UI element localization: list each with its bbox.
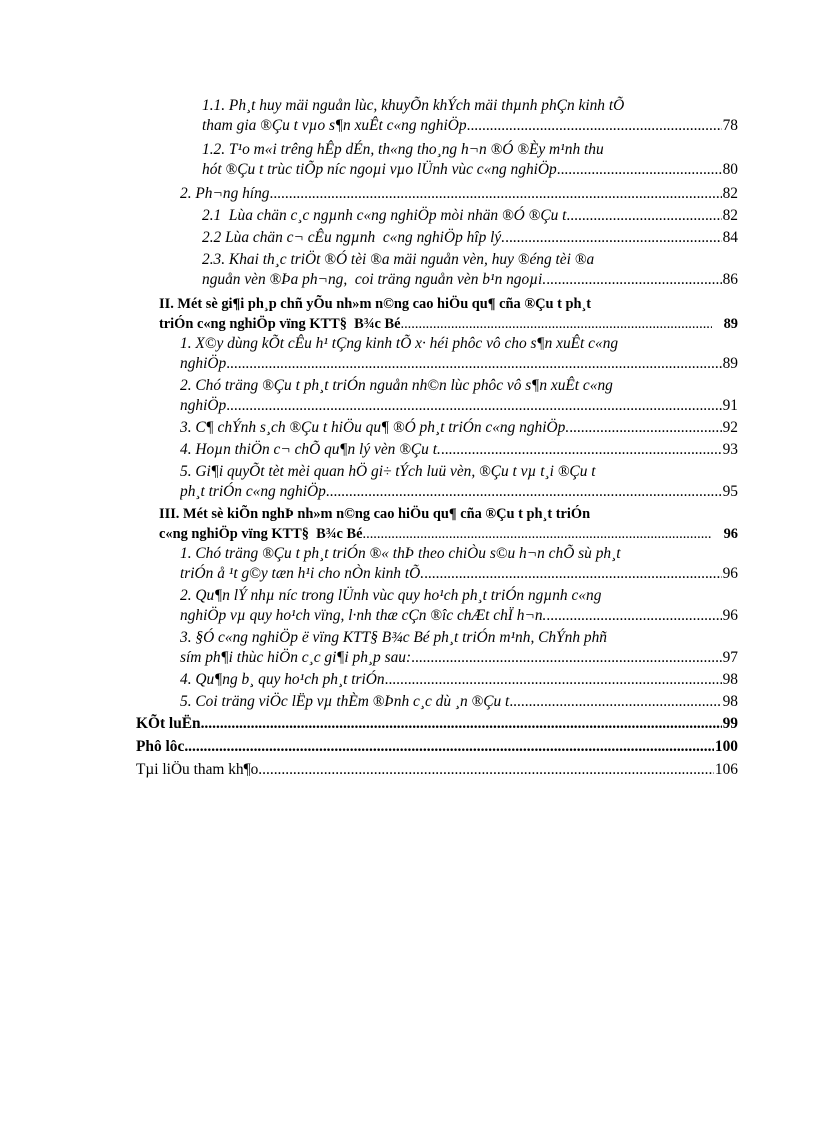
toc-entry-text-cont: tham gia ®Çu t vµo s¶n xuÊt c«ng nghiÖp <box>202 117 467 134</box>
toc-page-number: 98 <box>722 693 738 710</box>
toc-leader-dots <box>569 418 721 438</box>
toc-entry-text: 3. C¶ chÝnh s¸ch ®Çu t hiÖu qu¶ ®Ó ph¸t triÓn c«ng nghiÖp. <box>180 419 570 436</box>
toc-leader-dots <box>326 482 722 502</box>
toc-entry-text-cont: nguån vèn ®Þa ph¬ng, coi träng nguån vèn b¹n ngoµi. <box>202 271 547 288</box>
toc-entry-iii-2 <box>180 586 738 626</box>
toc-entry-text: 2. Ph¬ng híng <box>180 185 270 202</box>
toc-entry-iii-4 <box>180 670 738 690</box>
toc-page-number: 78 <box>722 117 738 134</box>
toc-leader-dots <box>509 692 721 712</box>
toc-entry-text-cont: triÓn c«ng nghiÖp vïng KTT§ B¾c Bé <box>159 316 401 332</box>
toc-entry-text-cont: nghiÖp <box>180 355 227 372</box>
toc-page-number: 89 <box>722 355 738 372</box>
toc-page-number: 82 <box>722 185 738 202</box>
toc-entry-text: 5. Gi¶i quyÕt tèt mèi quan hÖ gi÷ tÝch luü vèn, ®Çu t vµ t¸i ®Çu t <box>180 463 596 480</box>
toc-entry-ii-5 <box>180 462 738 502</box>
toc-entry-ii-2 <box>180 376 738 416</box>
toc-leader-dots <box>411 648 722 668</box>
toc-conclusion <box>136 714 738 734</box>
toc-entry-text: 2.1 Lùa chän c¸c ngµnh c«ng nghiÖp mòi nhän ®Ó ®Çu t <box>202 207 567 224</box>
toc-entry-text: 1.2. T¹o m«i trêng hÊp dÉn, th«ng tho¸ng h¬n ®Ó ®Èy m¹nh thu <box>202 141 604 158</box>
toc-entry-text: 2.2 Lùa chän c¬ cÊu ngµnh c«ng nghiÖp hîp lý. <box>202 229 506 246</box>
toc-appendix <box>136 737 738 757</box>
toc-entry-text: 2. Chó träng ®Çu t ph¸t triÓn nguån nh©n lùc phôc vô s¶n xuÊt c«ng <box>180 377 613 394</box>
toc-entry-text-cont: nghiÖp <box>180 397 227 414</box>
toc-entry-1-2 <box>202 140 738 180</box>
toc-leader-dots <box>424 564 722 584</box>
toc-entry-iii-3 <box>180 628 738 668</box>
toc-entry-text-cont: c«ng nghiÖp vïng KTT§ B¾c Bé <box>159 526 363 542</box>
toc-section-ii <box>159 294 738 334</box>
toc-entry-2-1 <box>202 206 738 226</box>
toc-leader-dots <box>546 270 721 290</box>
toc-leader-dots <box>557 160 722 180</box>
toc-page-number: 96 <box>722 607 738 624</box>
toc-entry-text: 4. Qu¶ng b¸ quy ho¹ch ph¸t triÓn <box>180 671 385 688</box>
toc-entry-text: 1. Chó träng ®Çu t ph¸t triÓn ®« thÞ theo chiÒu s©u h¬n chÕ sù ph¸t <box>180 545 621 562</box>
toc-leader-dots <box>467 116 722 136</box>
toc-leader-dots <box>441 440 722 460</box>
toc-entry-text: 2. Qu¶n lÝ nhµ níc trong lÜnh vùc quy ho¹ch ph¸t triÓn ngµnh c«ng <box>180 587 602 604</box>
toc-entry-iii-5 <box>180 692 738 712</box>
toc-page-number: 92 <box>722 419 738 436</box>
toc-entry-text-cont: sím ph¶i thùc hiÖn c¸c gi¶i ph¸p sau: <box>180 649 412 666</box>
toc-entry-ii-3 <box>180 418 738 438</box>
toc-leader-dots <box>363 524 712 544</box>
toc-entry-text: 5. Coi träng viÖc lËp vµ thÈm ®Þnh c¸c dù ¸n ®Çu t <box>180 693 510 710</box>
toc-entry-2-3 <box>202 250 738 290</box>
toc-entry-ii-1 <box>180 334 738 374</box>
toc-leader-dots <box>226 354 721 374</box>
toc-entry-text: 1. X©y dùng kÕt cÊu h¹ tÇng kinh tÕ x· héi phôc vô cho s¶n xuÊt c«ng <box>180 335 619 352</box>
toc-page-number: 99 <box>722 715 738 732</box>
toc-page-number: 96 <box>722 565 738 582</box>
toc-entry-text-cont: nghiÖp vµ quy ho¹ch vïng, l·nh thæ cÇn ®îc chÆt chÏ h¬n. <box>180 607 547 624</box>
toc-entry-2-2 <box>202 228 738 248</box>
toc-references <box>136 760 738 780</box>
toc-leader-dots <box>566 206 721 226</box>
toc-leader-dots <box>226 396 721 416</box>
toc-page-number: 106 <box>714 761 738 778</box>
toc-entry-2 <box>180 184 738 204</box>
toc-entry-text: Phô lôc <box>136 738 185 755</box>
toc-leader-dots <box>385 670 722 690</box>
toc-entry-text: Tµi liÖu tham kh¶o <box>136 761 259 778</box>
toc-page-number: 97 <box>722 649 738 666</box>
toc-leader-dots <box>201 714 722 734</box>
toc-section-iii <box>159 504 738 544</box>
toc-page-number: 98 <box>722 671 738 688</box>
toc-entry-1-1 <box>202 96 738 136</box>
toc-page-number: 93 <box>722 441 738 458</box>
toc-entry-text-cont: ph¸t triÓn c«ng nghiÖp <box>180 483 326 500</box>
toc-entry-ii-4 <box>180 440 738 460</box>
toc-page-number: 86 <box>722 271 738 288</box>
toc-page-number: 95 <box>722 483 738 500</box>
toc-entry-text-cont: triÓn å ¹t g©y tæn h¹i cho nÒn kinh tÕ. <box>180 565 425 582</box>
toc-page-number: 89 <box>723 316 738 332</box>
toc-leader-dots <box>258 760 714 780</box>
toc-page-number: 100 <box>714 738 738 755</box>
toc-leader-dots <box>269 184 721 204</box>
toc-entry-iii-1 <box>180 544 738 584</box>
toc-entry-text: 4. Hoµn thiÖn c¬ chÕ qu¶n lý vèn ®Çu t. <box>180 441 441 458</box>
toc-entry-text: KÕt luËn <box>136 715 201 732</box>
toc-leader-dots <box>546 606 721 626</box>
toc-entry-text-cont: hót ®Çu t trùc tiÕp níc ngoµi vµo lÜnh vùc c«ng nghiÖp <box>202 161 557 178</box>
toc-leader-dots <box>505 228 722 248</box>
toc-entry-text: 2.3. Khai th¸c triÖt ®Ó tèi ®a mäi nguån vèn, huy ®éng tèi ®a <box>202 251 595 268</box>
toc-leader-dots <box>400 314 711 334</box>
toc-page-number: 96 <box>723 526 738 542</box>
toc-entry-text: 3. §Ó c«ng nghiÖp ë vïng KTT§ B¾c Bé ph¸t triÓn m¹nh, ChÝnh phñ <box>180 629 607 646</box>
toc-page-number: 84 <box>722 229 738 246</box>
toc-page-number: 82 <box>722 207 738 224</box>
toc-page-number: 80 <box>722 161 738 178</box>
toc-leader-dots <box>184 737 714 757</box>
toc-entry-text: 1.1. Ph¸t huy mäi nguån lùc, khuyÕn khÝch mäi thµnh phÇn kinh tÕ <box>202 97 625 114</box>
toc-entry-text: II. Mét sè gi¶i ph¸p chñ yÕu nh»m n©ng cao hiÖu qu¶ cña ®Çu t ph¸t <box>159 296 592 312</box>
toc-page-number: 91 <box>722 397 738 414</box>
toc-entry-text: III. Mét sè kiÕn nghÞ nh»m n©ng cao hiÖu qu¶ cña ®Çu t ph¸t triÓn <box>159 506 591 522</box>
